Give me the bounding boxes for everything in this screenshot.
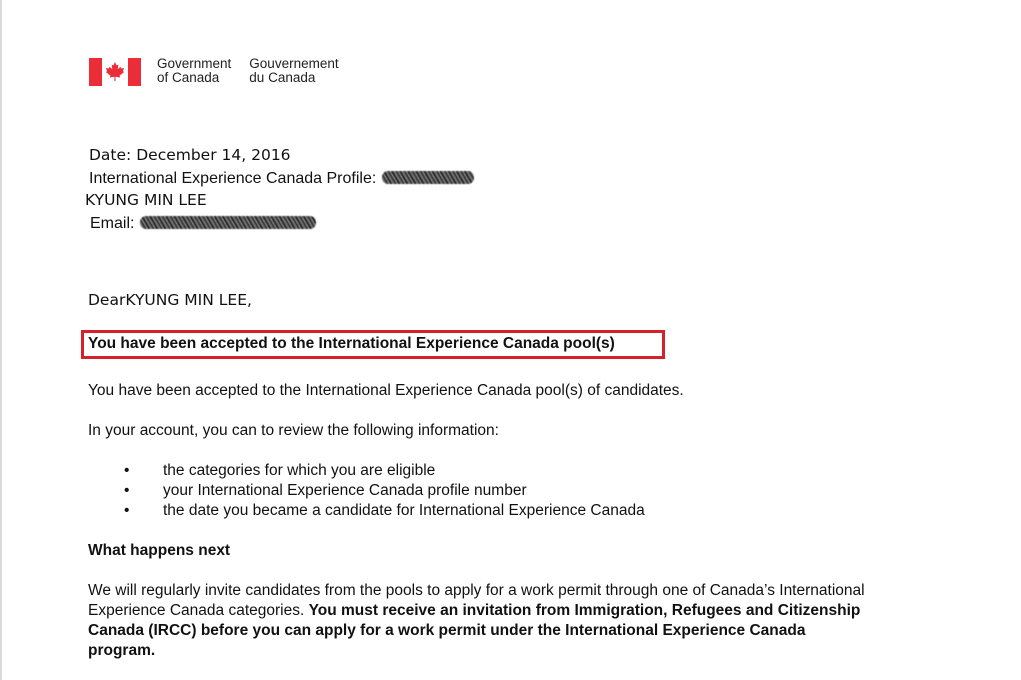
date-label: Date:	[89, 146, 132, 164]
recipient-name: KYUNG MIN LEE	[85, 191, 207, 209]
bullet-symbol: •	[124, 502, 130, 519]
government-wordmark	[157, 57, 357, 85]
salutation-prefix: Dear	[88, 291, 126, 309]
list-item: the categories for which you are eligible	[163, 462, 436, 479]
salutation	[88, 291, 252, 309]
redacted-email	[140, 216, 316, 229]
list-item: your International Experience Canada profile number	[163, 482, 527, 499]
list-item: the date you became a candidate for International Experience Canada	[163, 502, 645, 519]
highlighted-headline-box	[81, 330, 665, 359]
gov-fr-line2: du Canada	[249, 70, 316, 85]
canada-flag-icon	[89, 58, 141, 86]
next-line-4: program.	[88, 642, 156, 659]
gov-en-line2: of Canada	[157, 70, 220, 85]
maple-leaf-icon	[104, 61, 126, 83]
paragraph-accepted: You have been accepted to the International Experience Canada pool(s) of candidates.	[88, 382, 684, 399]
page-left-edge	[0, 0, 2, 680]
redacted-profile-number	[382, 171, 474, 184]
next-line-2-normal: Experience Canada categories.	[88, 602, 309, 619]
acceptance-headline: You have been accepted to the International Experience Canada pool(s)	[88, 335, 615, 352]
next-line-2-bold: You must receive an invitation from Immigration, Refugees and Citizenship	[308, 602, 861, 619]
date-value: December 14, 2016	[136, 146, 291, 164]
gov-fr-line1: Gouvernement	[249, 56, 339, 71]
bullet-symbol: •	[124, 462, 130, 479]
bullet-symbol: •	[124, 482, 130, 499]
email-label: Email:	[90, 215, 135, 232]
profile-label: International Experience Canada Profile:	[89, 170, 377, 187]
email-line	[90, 215, 316, 233]
government-of-canada-logo	[89, 57, 357, 87]
gov-en-line1: Government	[157, 56, 232, 71]
next-line-3: Canada (IRCC) before you can apply for a work permit under the International Experience Canada	[88, 622, 806, 639]
next-line-2	[88, 602, 860, 620]
paragraph-account: In your account, you can to review the following information:	[88, 422, 499, 439]
next-line-1: We will regularly invite candidates from the pools to apply for a work permit through one of Canada’s International	[88, 582, 865, 599]
salutation-name: KYUNG MIN LEE,	[125, 291, 252, 309]
what-happens-next-heading: What happens next	[88, 542, 231, 559]
date-line	[89, 146, 291, 164]
profile-line	[89, 170, 474, 188]
